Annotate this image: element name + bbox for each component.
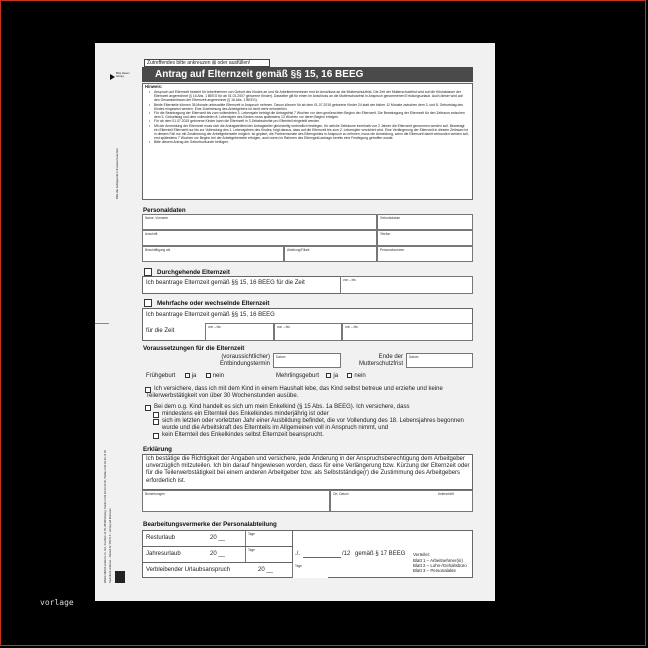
fruehgeburt-ja-checkbox[interactable] <box>185 373 190 378</box>
instruction-note: Zutreffendes bitte ankreuzen ⊠ oder ausfüllen! <box>144 59 270 67</box>
enkel-3-checkbox[interactable] <box>153 433 159 439</box>
mehrling-row <box>276 373 366 380</box>
resturlaub-year: 20 __ <box>210 535 226 541</box>
address-field[interactable] <box>142 230 377 246</box>
section-personalabteilung-title: Bearbeitungsvermerke der Personalabteilung <box>143 521 277 528</box>
section-personaldaten-title: Personaldaten <box>143 207 186 214</box>
enkel-intro: Bei dem o.g. Kind handelt es sich um mein Enkelkind (§ 15 Abs. 1a BEEG). Ich versichere, dass <box>154 404 410 410</box>
wechselnd-checkbox[interactable] <box>144 299 152 307</box>
reduction-date-year: /12 <box>342 551 351 557</box>
fruehgeburt-row <box>146 373 224 380</box>
place-date-label: Ort, Datum <box>333 492 349 496</box>
side-label-publisher: WEKA MEDIA GmbH & Co. KG, Postfach 12 09, 86438 Kissing, Telefon 0 82 33-23-40 00, Telefax 0 82 33-23-74 00 <box>104 450 107 583</box>
section-durchgehend-title: Durchgehende Elternzeit <box>157 269 230 276</box>
wechselnd-range-3[interactable] <box>342 323 473 341</box>
wechselnd-for-time: für die Zeit <box>146 328 175 334</box>
bemerkungen-field[interactable] <box>142 490 330 512</box>
reduction-underline <box>303 557 341 558</box>
hint-item: • Beide Elternteile können 36 Monate unbezahlte Elternzeit in Anspruch nehmen. Davon können für ab dem 01.07.2015 geborene Kinder 24 statt wie bisher 12 Monate zwischen dem 3. und 8. Geburtstag des Kindes eingesetzt werden. Eine Zustimmung des Arbeitgebers ist nicht mehr erforderlich. <box>149 103 469 111</box>
side-label-order: Nachdruck verboten – Bestell-Nr. 05076-5 – Antrag auf Elternzeit <box>109 508 112 583</box>
jahresurlaub-year: 20 __ <box>210 551 226 557</box>
kuerzung-label: gemäß § 17 BEEG <box>355 551 406 557</box>
range-label: von – bis <box>345 325 358 329</box>
wechselnd-range-1[interactable] <box>205 323 274 341</box>
mutterschutz-date-field[interactable] <box>406 353 473 368</box>
verbleibend-label: Verbleibender Urlaubsanspruch <box>146 567 231 573</box>
personnel-number-label: Personalnummer <box>380 248 405 252</box>
durchgehend-checkbox[interactable] <box>144 268 152 276</box>
side-label-hints: Bitte die beiliegenden Hinweise beachten. <box>115 147 119 199</box>
fruehgeburt-nein-checkbox[interactable] <box>206 373 211 378</box>
erklaerung-text: Ich bestätige die Richtigkeit der Angaben und versichere, jede Änderung in der Anspruchsberechtigung dem Arbeitgeber unverzüglich mitzuteilen. Ich bin darauf hingewiesen worden, dass für eine Verlängerung bzw. Kürzung der Elternzeit oder für die Teilerwerbstätigkeit bei einem anderen Arbeitgeber bzw. als Selbstständige(r) die Zustimmung des Arbeitgebers erforderlich ist. <box>146 456 470 484</box>
department-label: Abteilung/Filiale <box>287 248 310 252</box>
resturlaub-days[interactable] <box>245 531 292 546</box>
hints-title: Hinweis: <box>145 84 163 89</box>
versicherung-text: Ich versichere, dass ich mit dem Kind in einem Haushalt lebe, das Kind selbst betreue und erziehe und keine Teilerwerbstätigkeit von über 30 Wochenstunden ausübe. <box>146 386 443 400</box>
form-title: Antrag auf Elternzeit gemäß §§ 15, 16 BEEG <box>155 69 364 80</box>
entbindung-date-field[interactable] <box>273 353 341 368</box>
form-sheet <box>95 43 495 601</box>
hint-item: • Für die Beantragung der Elternzeit bis zum vollendeten 3. Lebensjahr beträgt die Antragsfrist 7 Wochen vor dem gewünschten Beginn der Elternzeit. Die Beantragung der Elternzeit für den Zeitraum zwischen dem 3. Geburtstag und dem vollendeten 8. Lebensjahr des Kindes muss spätestens 13 Wochen vor deren Beginn erfolgen. <box>149 111 469 119</box>
occupation-field[interactable] <box>142 246 284 262</box>
name-field[interactable] <box>142 214 377 230</box>
phone-field[interactable] <box>377 230 473 246</box>
remarks-label: Bemerkungen <box>145 492 165 496</box>
department-field[interactable] <box>284 246 377 262</box>
hint-item: • Für ab dem 01.07.2015 geborene Kinder kann die Elternzeit in 3 Zeitabschnitte pro Elternteil eingeteilt werden. <box>149 119 469 123</box>
verteiler-item: Blatt 2 – Lohn-/Gehaltsbüro <box>413 563 467 568</box>
ort-datum-field[interactable] <box>330 490 473 512</box>
enkel-1-text: mindestens ein Elternteil des Enkelkindes minderjährig ist oder <box>162 411 329 417</box>
nein-label: nein <box>354 373 366 379</box>
wechselnd-text: Ich beantrage Elternzeit gemäß §§ 15, 16 BEEG <box>146 312 275 318</box>
birthdate-field[interactable] <box>377 214 473 230</box>
durchgehend-range-field[interactable] <box>340 276 473 294</box>
birthdate-label: Geburtsdatum <box>380 216 401 220</box>
verbleibend-days[interactable] <box>292 563 328 578</box>
section-wechselnd-title: Mehrfache oder wechselnde Elternzeit <box>157 300 270 307</box>
days-label: Tage <box>248 548 255 552</box>
enkel-1-checkbox[interactable] <box>153 412 159 418</box>
enkel-2-text: sich im letzten oder vorletzten Jahr einer Ausbildung befindet, die vor Vollendung des 18. Lebensjahres begonnen wurde und die Arbeitskraft des Elternteils im Allgemeinen voll in Anspruch nimmt, und <box>162 418 464 432</box>
signature-label: Unterschrift <box>437 492 454 496</box>
row-divider <box>142 562 292 563</box>
verbleibend-year: 20 __ <box>258 567 274 573</box>
range-label: von – bis <box>208 325 221 329</box>
jahresurlaub-days[interactable] <box>245 547 292 562</box>
mehrling-nein-checkbox[interactable] <box>347 373 352 378</box>
hint-item: • Mit der Anmeldung der Elternzeit muss sich die Antragstellerin/der Antragsteller gleichzeitig verbindlich festlegen, für welche Zeiträume innerhalb von 2 Jahren die Elternzeit genommen werden soll. Beantragt ein Elternteil Elternzeit nur bis zur Vollendung des 1. Lebensjahres des Kindes, folgt daraus, dass auf die Elternzeit bis zum 2. Lebensjahr verzichtet wird. Eine Verlängerung der Elternzeit in diesem Zeitraum ist in diesem Fall nur mit Zustimmung der Arbeitgeberseite möglich. Ist geplant, die Partnermonate des Elterngeldes in Anspruch zu nehmen, muss die Anmeldung, wenn die Elternzeit damit verbunden werden soll, erst spätestens 7 Wochen vor Beginn bei der Arbeitgeberseite erfolgen, auch wenn im Rahmen des Elterngeld-antrags bereits eine Festlegung getroffen wurde. <box>149 124 469 141</box>
days-label: Tage <box>248 532 255 536</box>
durchgehend-text: Ich beantrage Elternzeit gemäß §§ 15, 16 BEEG für die Zeit <box>146 280 305 286</box>
resturlaub-label: Resturlaub <box>146 535 176 541</box>
verteiler-item: Blatt 3 – Personalakte <box>413 568 456 573</box>
hint-item: • Bitte diesem Antrag die Geburtsurkunde beifügen. <box>149 140 469 144</box>
reduction-date-fragment: ./. <box>295 551 301 557</box>
jahresurlaub-label: Jahresurlaub <box>146 551 181 557</box>
range-label: von – bis <box>343 278 356 282</box>
arrow-marker-icon <box>110 74 115 80</box>
verteiler-item: Blatt 1 – Arbeitnehmer(in) <box>413 558 463 563</box>
date-label: Datum <box>276 355 286 359</box>
hints-list <box>143 90 469 145</box>
nein-label: nein <box>212 373 225 379</box>
personnel-number-field[interactable] <box>377 246 473 262</box>
hint-item: • Anspruch auf Elternzeit besteht für Arbeitnehmer von Geburt des Kindes an und für Arbeitnehmerinnen erst im Anschluss an die Mutterschutzfrist. Die Zeit der Mutterschutzfrist wird auf die Höchstdauer der Elternzeit angerechnet (§ 16 Abs. 1 BEEG für ab 01.01.2007 geborene Kinder). Dasselbe gilt für einen im Anschluss an die Mutterschutzfrist in Anspruch genommenen Erholungsurlaub. Auch dieser wird auf den Gesamtzeitraum der Elternzeit angerechnet (§ 16 Abs. 1 BEEG). <box>149 90 469 103</box>
image-caption: vorlage <box>40 598 74 607</box>
enkel-3-text: kein Elternteil des Enkelkindes selbst Elternzeit beansprucht. <box>162 432 324 438</box>
fruehgeburt-label: Frühgeburt <box>146 373 176 379</box>
mutterschutz-label: Ende der Mutterschutzfrist <box>358 354 403 368</box>
enkel-2-checkbox[interactable] <box>153 419 159 425</box>
address-label: Anschrift <box>145 232 158 236</box>
mehrling-ja-checkbox[interactable] <box>326 373 331 378</box>
name-label: Name, Vorname <box>145 216 169 220</box>
occupation-label: Beschäftigung als <box>145 248 171 252</box>
date-label: Datum <box>409 355 419 359</box>
section-erklaerung-title: Erklärung <box>143 446 172 453</box>
verteiler-title: Verteiler: <box>413 552 431 557</box>
phone-label: Telefon <box>380 232 391 236</box>
ja-label: ja <box>191 373 197 379</box>
range-label: von – bis <box>277 325 290 329</box>
days-label: Tage <box>295 564 302 568</box>
wechselnd-range-2[interactable] <box>274 323 342 341</box>
publisher-logo <box>115 571 125 583</box>
ja-label: ja <box>333 373 339 379</box>
mehrling-label: Mehrlingsgeburt <box>276 373 320 379</box>
side-mark-label: Bitte diesen Antrag <box>116 72 130 78</box>
margin-line <box>95 323 109 324</box>
entbindung-label: (voraussichtlicher) Entbindungstermin <box>219 354 270 368</box>
section-voraussetzungen-title: Voraussetzungen für die Elternzeit <box>143 345 245 352</box>
